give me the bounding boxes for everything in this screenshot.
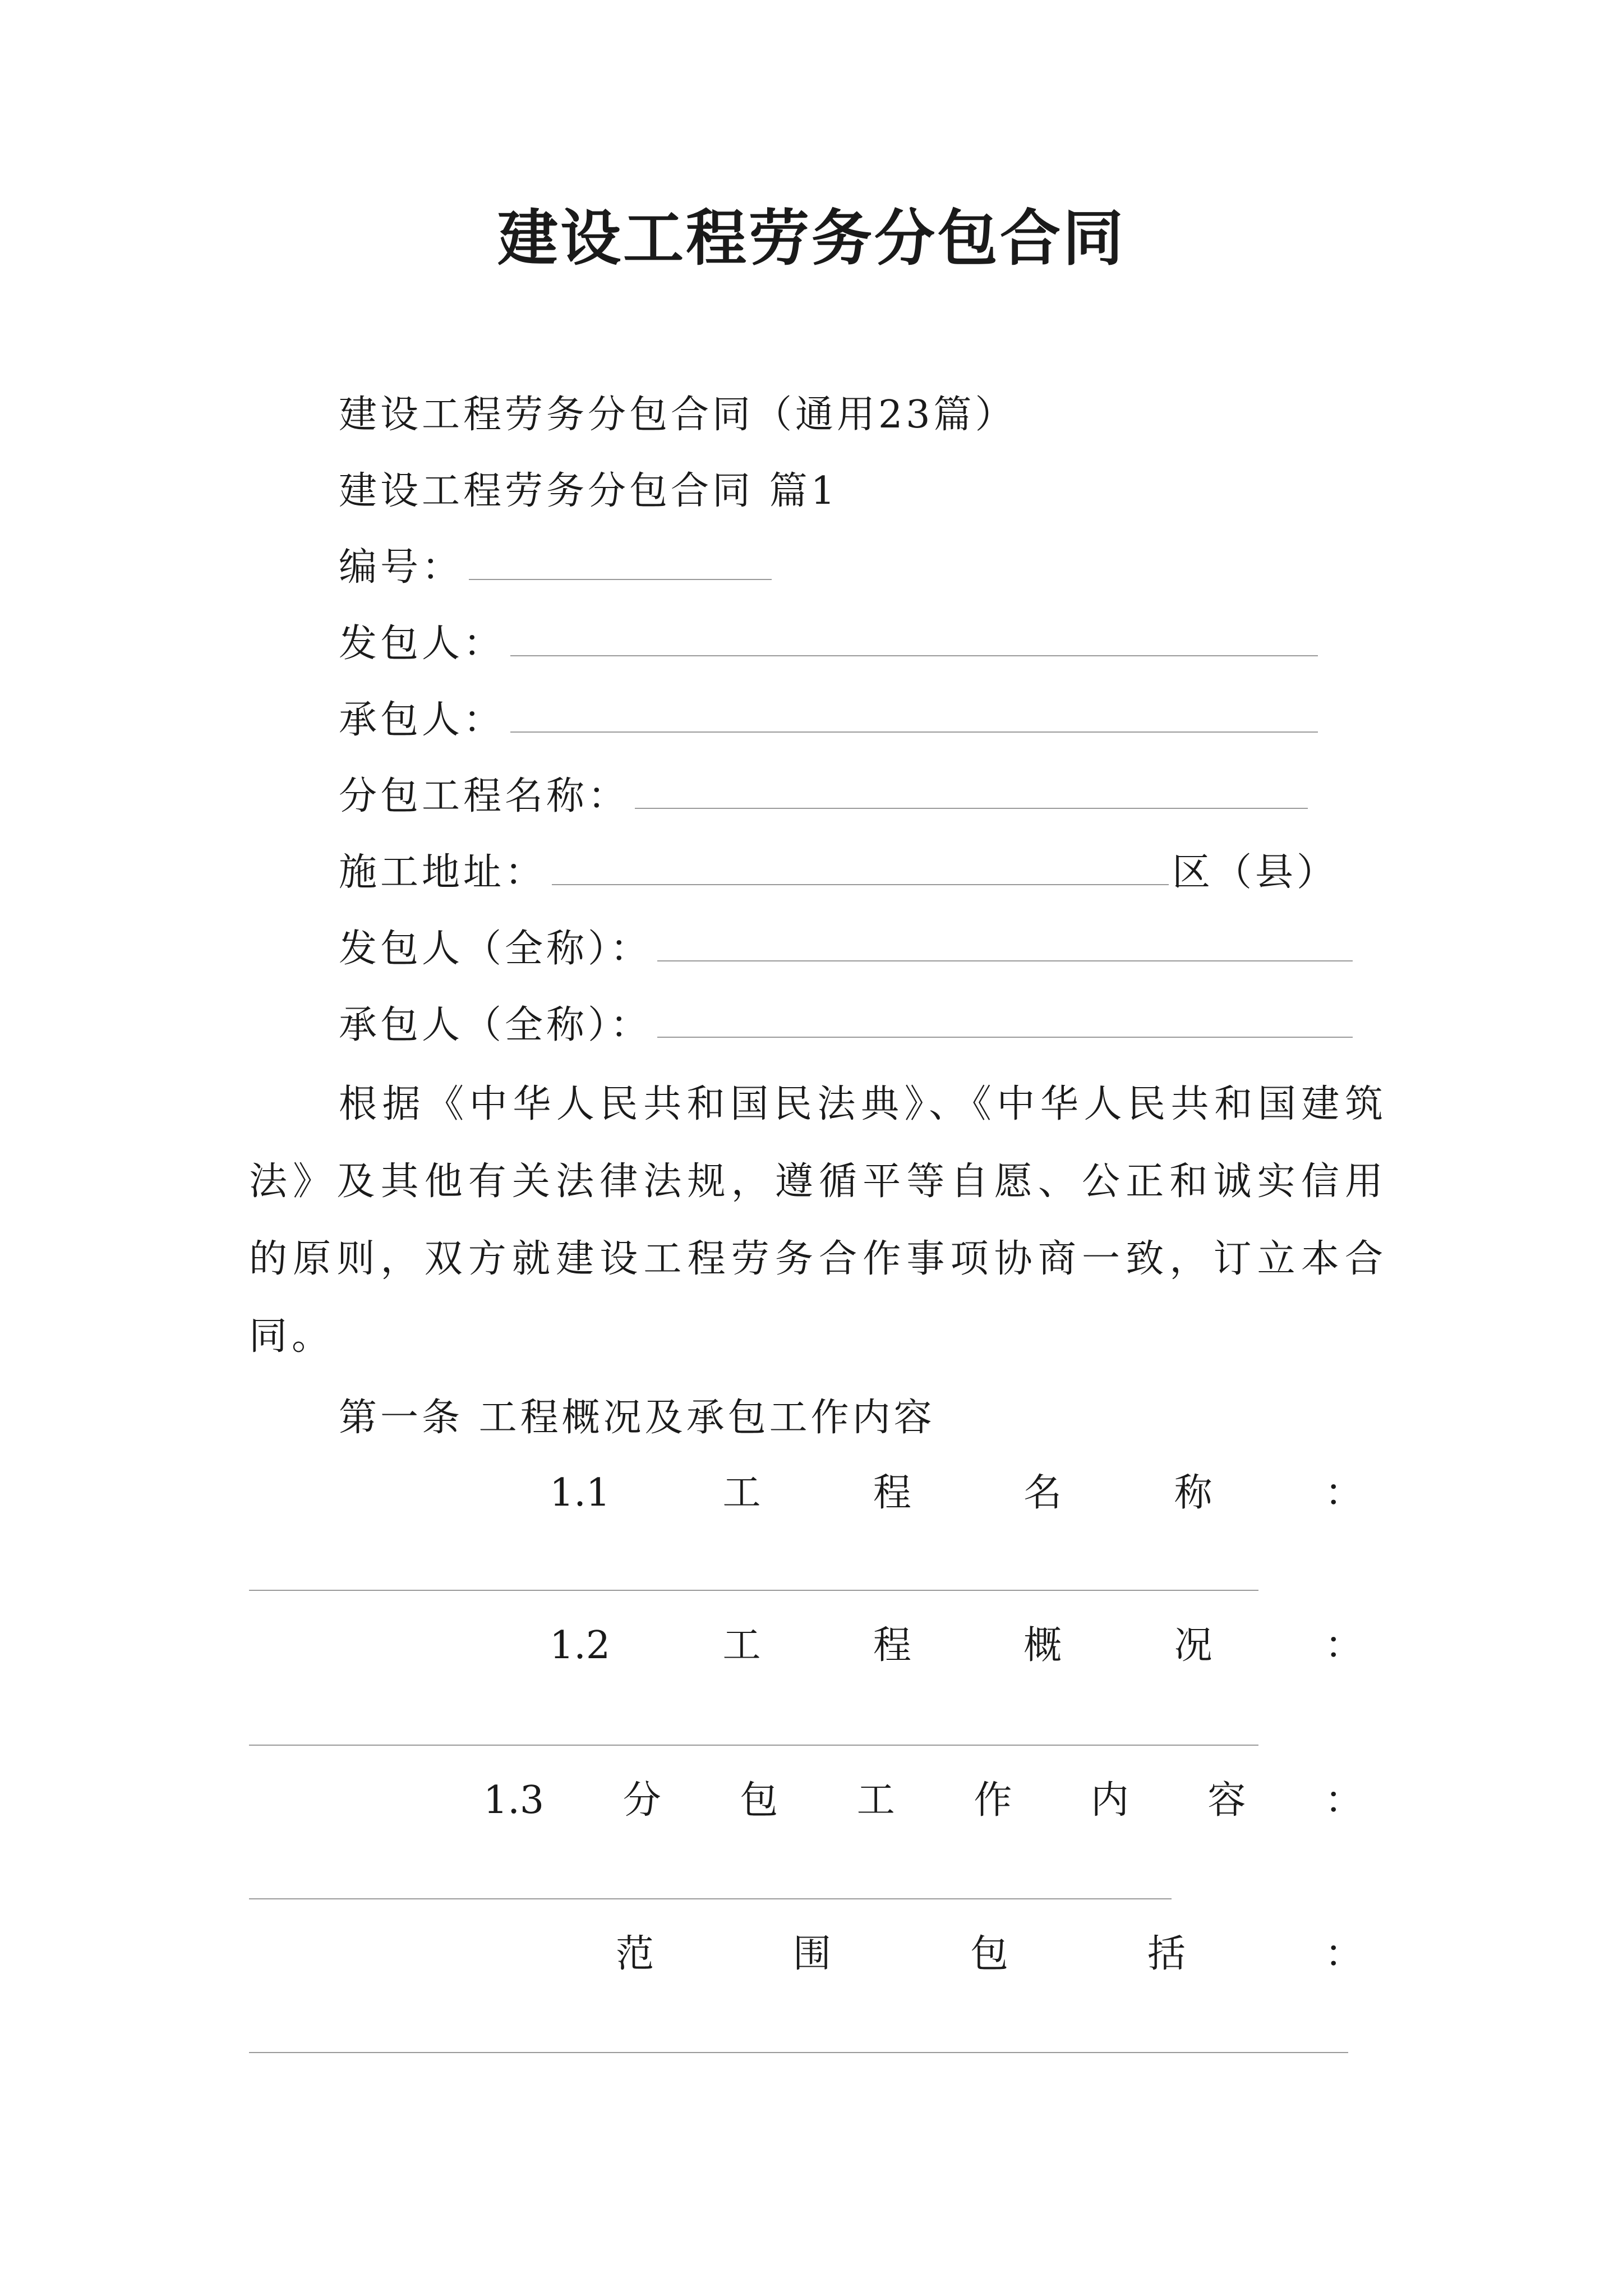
employer-label: 发包人： <box>339 622 505 666</box>
item-1-2-blank[interactable] <box>249 1745 1258 1746</box>
item-1-1-char: 工 <box>722 1471 761 1515</box>
number-label: 编号： <box>339 545 464 590</box>
item-1-1-number: 1.1 <box>550 1471 611 1515</box>
item-1-1-char: 程 <box>873 1471 911 1515</box>
address-label: 施工地址： <box>339 850 547 895</box>
scope-char: 范 <box>616 1932 654 1976</box>
item-1-1 <box>550 1465 1363 1521</box>
contractor-field <box>339 692 1318 748</box>
project-name-field <box>339 769 1308 825</box>
item-1-2-char: 况 <box>1174 1623 1212 1668</box>
item-1-2-char: 工 <box>722 1623 761 1668</box>
document-title: 建设工程劳务分包合同 <box>497 203 1126 274</box>
contractor-full-field <box>339 997 1353 1053</box>
scope-colon: ： <box>1324 1932 1363 1976</box>
contractor-blank[interactable] <box>510 692 1318 733</box>
scope-blank[interactable] <box>249 2052 1348 2053</box>
item-1-3-char: 容 <box>1207 1778 1246 1823</box>
item-1-2-char: 概 <box>1023 1623 1062 1668</box>
scope-char: 包 <box>970 1932 1008 1976</box>
item-1-1-char: 名 <box>1023 1471 1062 1515</box>
employer-full-label: 发包人（全称）： <box>339 927 652 971</box>
employer-full-field <box>339 921 1353 977</box>
employer-blank[interactable] <box>510 616 1318 656</box>
item-1-1-char: 称 <box>1174 1471 1212 1515</box>
item-1-3-char: 分 <box>623 1778 661 1823</box>
scope-char: 括 <box>1147 1932 1186 1976</box>
item-1-3-char: 作 <box>974 1778 1012 1823</box>
item-1-3-char: 包 <box>740 1778 778 1823</box>
item-1-2-colon: ： <box>1324 1623 1363 1668</box>
section-heading: 建设工程劳务分包合同 篇1 <box>339 469 838 513</box>
contractor-full-label: 承包人（全称）： <box>339 1003 652 1047</box>
item-1-3-char: 内 <box>1090 1778 1129 1823</box>
item-1-2 <box>550 1618 1363 1674</box>
address-suffix: 区（县） <box>1172 850 1339 895</box>
employer-field <box>339 616 1318 672</box>
item-1-2-char: 程 <box>873 1623 911 1668</box>
number-field <box>339 540 772 596</box>
item-1-3-char: 工 <box>856 1778 895 1823</box>
item-1-1-blank[interactable] <box>249 1590 1258 1591</box>
scope-char: 围 <box>792 1932 831 1976</box>
item-1-3-blank[interactable] <box>249 1898 1172 1899</box>
project-name-blank[interactable] <box>635 769 1308 809</box>
article1-heading: 第一条 工程概况及承包工作内容 <box>339 1396 935 1440</box>
project-name-label: 分包工程名称： <box>339 774 630 818</box>
employer-full-blank[interactable] <box>657 921 1353 961</box>
item-1-3-number: 1.3 <box>483 1778 545 1823</box>
item-1-3 <box>483 1773 1363 1829</box>
item-1-2-number: 1.2 <box>550 1623 611 1668</box>
address-field <box>339 845 1338 901</box>
document-subtitle: 建设工程劳务分包合同（通用23篇） <box>339 393 1017 437</box>
contractor-full-blank[interactable] <box>657 997 1353 1038</box>
item-1-3-colon: ： <box>1324 1778 1363 1823</box>
number-blank[interactable] <box>469 540 772 580</box>
item-1-1-colon: ： <box>1324 1471 1363 1515</box>
contractor-label: 承包人： <box>339 698 505 742</box>
preamble-paragraph: 根据《中华人民共和国民法典》、《中华人民共和国建筑法》及其他有关法律法规，遵循平等自愿、公正和诚实信用的原则，双方就建设工程劳务合作事项协商一致，订立本合同。 <box>249 1082 1387 1359</box>
address-blank[interactable] <box>552 845 1169 885</box>
scope-line <box>616 1926 1363 1982</box>
